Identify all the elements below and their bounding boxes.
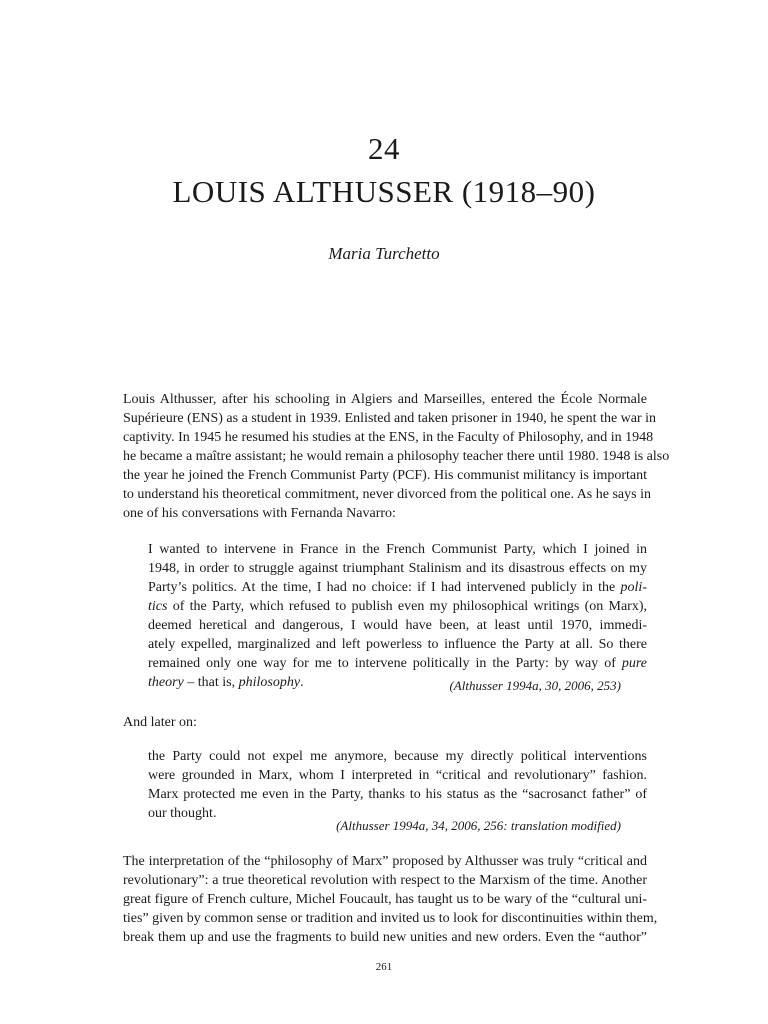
intro-line: one of his conversations with Fernanda Navarro: xyxy=(123,506,396,521)
intro-line: Supérieure (ENS) as a student in 1939. Enlisted and taken prisoner in 1940, he spent the war in xyxy=(123,411,657,426)
closing-line: revolutionary”: a true theoretical revolution with respect to the Marxism of the time. Another xyxy=(123,873,647,888)
quote2-line: Marx protected me even in the Party, thanks to his status as the “sacrosanct father” of xyxy=(148,787,647,802)
quote2-line: were grounded in Marx, whom I interpreted in “critical and revolutionary” fashion. xyxy=(148,768,647,783)
quote1-line: deemed heretical and dangerous, I would have been, at least until 1970, immedi- xyxy=(148,618,647,633)
quote2-citation: (Althusser 1994a, 34, 2006, 256: translation modified) xyxy=(336,818,621,833)
quote1-line: ately expelled, marginalized and left powerless to influence the Party at all. So there xyxy=(148,637,647,652)
closing-line: break them up and use the fragments to build new unities and new orders. Even the “author” xyxy=(123,930,647,945)
quote1-text: Party’s politics. At the time, I had no choice: if I had intervened publicly in the xyxy=(148,580,621,595)
intro-line: the year he joined the French Communist Party (PCF). His communist militancy is important xyxy=(123,468,647,483)
intro-line: to understand his theoretical commitment, never divorced from the political one. As he says in xyxy=(123,487,651,502)
quote2-line: our thought. xyxy=(148,806,217,821)
closing-line: ties” given by common sense or tradition and invited us to look for discontinuities within them, xyxy=(123,911,658,926)
transition-text: And later on: xyxy=(123,715,197,730)
quote1-emphasis: poli- xyxy=(620,580,647,595)
quote1-emphasis: theory xyxy=(148,675,184,690)
closing-line: The interpretation of the “philosophy of Marx” proposed by Althusser was truly “critical and xyxy=(123,854,647,869)
quote1-line xyxy=(148,579,647,597)
quote1-line xyxy=(148,655,647,673)
chapter-author: Maria Turchetto xyxy=(328,244,440,263)
quote1-line: I wanted to intervene in France in the French Communist Party, which I joined in xyxy=(148,542,647,557)
quote1-text: remained only one way for me to intervene politically in the Party: by way of xyxy=(148,656,622,671)
intro-line: Louis Althusser, after his schooling in Algiers and Marseilles, entered the École Normale xyxy=(123,392,647,407)
quote1-emphasis: tics xyxy=(148,599,168,614)
closing-line: great figure of French culture, Michel Foucault, has taught us to be wary of the “cultural uni- xyxy=(123,892,647,907)
quote1-text: . xyxy=(300,675,304,690)
chapter-number: 24 xyxy=(368,131,400,166)
quote1-line: 1948, in order to struggle against triumphant Stalinism and its disastrous effects on my xyxy=(148,561,647,576)
quote1-text: – that is, xyxy=(183,675,239,690)
quote1-emphasis: philosophy xyxy=(238,675,301,690)
quote2-line: the Party could not expel me anymore, because my directly political interventions xyxy=(148,749,647,764)
quote1-text: of the Party, which refused to publish even my philosophical writings (on Marx), xyxy=(167,599,647,614)
quote1-citation: (Althusser 1994a, 30, 2006, 253) xyxy=(449,678,621,693)
page-number: 261 xyxy=(375,961,393,973)
quote1-emphasis: pure xyxy=(621,656,647,671)
quote1-line xyxy=(148,598,647,616)
chapter-title: LOUIS ALTHUSSER (1918–90) xyxy=(172,174,596,209)
intro-line: he became a maître assistant; he would remain a philosophy teacher there until 1980. 1948 is also xyxy=(123,449,670,464)
intro-line: captivity. In 1945 he resumed his studies at the ENS, in the Faculty of Philosophy, and in 1948 xyxy=(123,430,654,445)
